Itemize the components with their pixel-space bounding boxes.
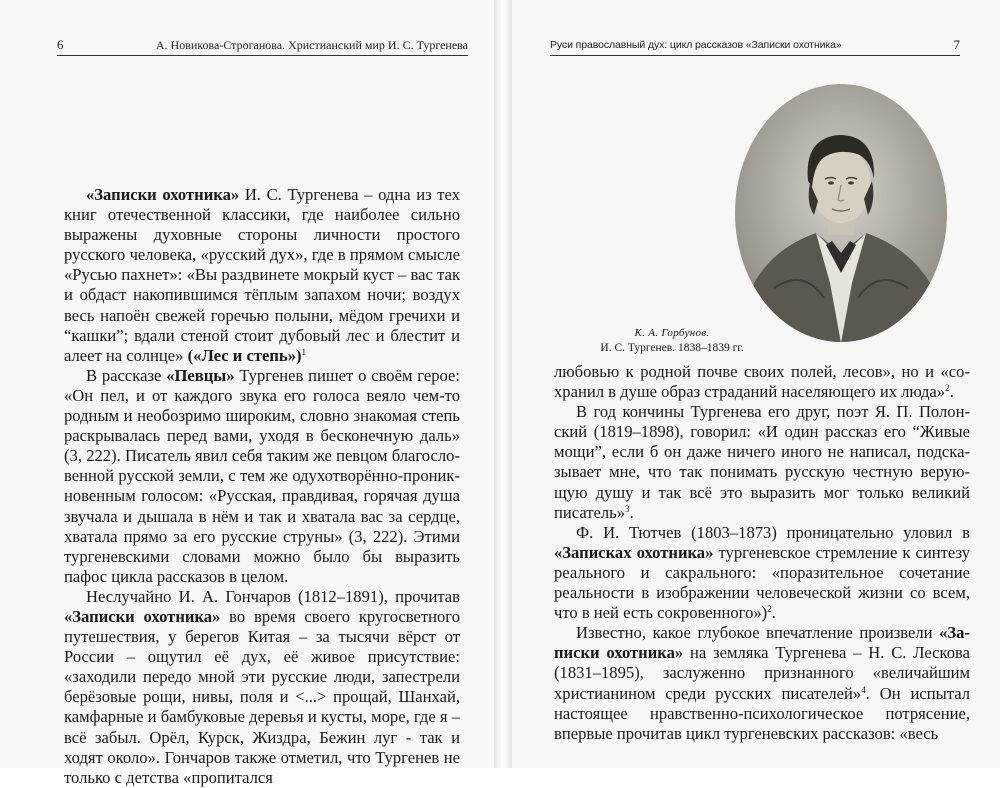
bold-title: «Записки охотника»: [554, 623, 970, 663]
text-run: .: [949, 382, 954, 402]
caption-artist: К. А. Горбунов.: [634, 327, 710, 339]
page-number-left: 6: [57, 37, 64, 52]
footnote-marker: 1: [301, 346, 307, 357]
paragraph: [554, 523, 970, 623]
body-text-right: [554, 362, 970, 744]
footnote-marker: 3: [625, 503, 630, 514]
text-run: Известно, какое глубокое впечатление произвели: [576, 623, 940, 643]
bold-title: «Певцы»: [166, 365, 235, 385]
paragraph: [64, 366, 460, 587]
caption-title: И. С. Тургенев. 1838–1839 гг.: [600, 342, 744, 354]
paragraph: [554, 623, 970, 744]
portrait-engraving: [734, 83, 948, 343]
bold-title: «Записки охотника»: [86, 185, 240, 204]
body-text-left: [64, 185, 460, 788]
text-run: В год кончины Тургенева его друг, поэт Я. П. Полонский (1819–1898), говорил: «И один рассказ его “Живые мощи”, если б он даже ничего иного не написал, подсказывает мне, что так понимать русскую честную верующую душу и так всё это выразить мог только великий писатель»: [554, 402, 970, 522]
running-head-title-left: А. Новикова-Строганова. Христианский мир И. С. Тургенева: [155, 38, 468, 52]
text-run: Ф. И. Тютчев (1803–1873) проницательно уловил в: [576, 522, 970, 542]
text-run: .: [771, 603, 776, 623]
book-gutter: [494, 0, 512, 768]
text-run: . Он испытал настоящее нравственно-психологическое потрясение, впервые прочитав цикл тургеневских рассказов: «весь: [554, 683, 970, 743]
paragraph: [554, 402, 970, 523]
bold-title: «Записки охотника»: [64, 606, 221, 626]
footnote-marker: 4: [861, 684, 866, 695]
text-run: В рассказе: [86, 365, 167, 385]
paragraph: [64, 185, 460, 366]
portrait-caption: [582, 326, 762, 356]
page-number-right: 7: [953, 37, 960, 52]
running-head-title-right: Руси православный дух: цикл рассказов «Записки охотника»: [550, 39, 842, 51]
bold-title: «Записках охотника»: [554, 542, 714, 562]
text-run: .: [629, 502, 634, 522]
text-run: И. С. Тургенева – одна из тех книг отечественной классики, где наиболее сильно выражены духовные стороны личности простого русского человека, «русский дух», где в прямом смысле «Русью пахнет»: «Вы раздвинете мокрый куст – вас так и обдаст накопившимся тёплым запахом ночи; воздух весь напоён свежей горечью полыни, мёдом гречихи и “кашки”; вдали стеной стоит дубовый лес и блестит и алеет на солнце»: [64, 185, 460, 365]
bold-title: («Лес и степь»): [187, 345, 302, 365]
text-run: Тургенев пишет о своём герое: «Он пел, и от каждого звука его голоса веяло чем-то родным и необозримо широким, словно знакомая степь раскрывалась перед вами, уходя в бесконечную даль» (3, 222). Писатель явил себя таким же певцом благословенной русской земли, с тем же одухотворённо-проникновенным голосом: «Русская, правдивая, горячая душа звучала и дышала в нём и так и хватала вас за сердце, хватала прямо за его русские струны» (3, 222). Этими тургеневскими словами можно было бы выразить пафос цикла рассказов в целом.: [64, 365, 460, 586]
text-run: тургеневское стремление к синтезу реального и сакрального: «поразительное сочетание реальности в изображении человеческой жизни со всем, что в ней есть сокровенного»): [554, 542, 970, 623]
text-run: любовью к родной почве своих полей, лесов», но и «сохранил в душе образ страданий населяющего их люда»: [554, 362, 970, 402]
footnote-marker: 2: [767, 604, 772, 615]
text-run: Неслучайно И. А. Гончаров (1812–1891), прочитав: [86, 586, 460, 606]
right-page: [512, 0, 1000, 768]
left-page: [0, 0, 494, 787]
paragraph: [554, 362, 970, 402]
text-run: на земляка Тургенева – Н. С. Лескова (1831–1895), заслуженно признанного «величайшим христианином среди русских писателей»: [554, 643, 970, 703]
header-rule-left: [57, 55, 468, 56]
paragraph: [64, 587, 460, 788]
header-rule-right: [550, 55, 960, 56]
footnote-marker: 2: [945, 383, 950, 394]
text-run: во время своего кругосветного путешествия, у берегов Китая – за тысячи вёрст от России – ощутил её дух, её живое присутствие: «заходили передо мной эти русские люди, запестрели берёзовые рощи, нивы, поля и <...> прощай, Шанхай, камфарные и бамбуковые деревья и кусты, море, где я – всё забыл. Орёл, Курск, Жиздра, Бежин луг - так и ходят около». Гончаров также отметил, что Тургенев не только с детства «пропитался: [64, 606, 460, 787]
